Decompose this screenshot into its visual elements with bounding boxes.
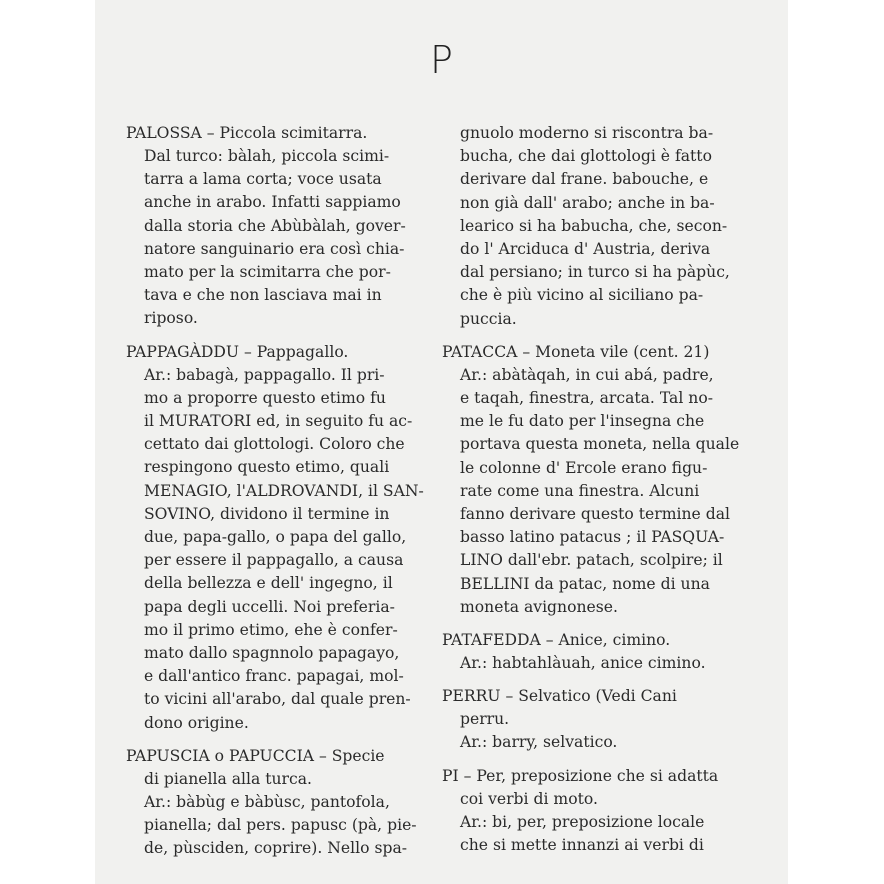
entry-line: BELLINI da patac, nome di una [460, 574, 710, 593]
entry-line: le colonne d' Ercole erano figu- [460, 458, 708, 477]
entry-line: non già dall' arabo; anche in ba- [460, 193, 715, 212]
entry-line: Ar.: bi, per, preposizione locale [460, 812, 705, 831]
left-column [126, 122, 424, 871]
entry-line: SOVINO, dividono il termine in [144, 504, 390, 523]
entry-line: to vicini all'arabo, dal quale pren- [144, 690, 411, 709]
entry-line: fanno derivare questo termine dal [460, 505, 730, 524]
entry-headword: PATAFEDDA – Anice, cimino. [442, 631, 671, 650]
entry-line: basso latino patacus ; il PASQUA- [460, 528, 725, 547]
entry-line: me le fu dato per l'insegna che [460, 412, 705, 431]
entry [442, 629, 736, 675]
entry-line: MENAGIO, l'ALDROVANDI, il SAN- [144, 481, 424, 500]
entry-line: derivare dal frane. babouche, e [460, 170, 709, 189]
entry-line: Ar.: habtahlàuah, anice cimino. [460, 654, 706, 673]
entry-headword: PI – Per, preposizione che si adatta [442, 766, 719, 785]
entry-line: de, pùsciden, coprire). Nello spa- [144, 839, 408, 858]
entry-line: rate come una finestra. Alcuni [460, 481, 700, 500]
entry-line: tarra a lama corta; voce usata [144, 170, 382, 189]
entry-line: LINO dall'ebr. patach, scolpire; il [460, 551, 723, 570]
entry-headword: PATACCA – Moneta vile (cent. 21) [442, 342, 710, 361]
entry [126, 122, 418, 331]
entry-line: papa degli uccelli. Noi preferia- [144, 597, 395, 616]
entry-line: perru. [460, 710, 510, 729]
entry-line: Ar.: bàbùg e bàbùsc, pantofola, [144, 793, 390, 812]
entry-headword: PERRU – Selvatico (Vedi Cani [442, 687, 677, 706]
entry [442, 685, 736, 754]
entry [442, 765, 736, 858]
entry-line: che è più vicino al siciliano pa- [460, 286, 704, 305]
entry-line: bucha, che dai glottologi è fatto [460, 147, 712, 166]
entry-line: della bellezza e dell' ingegno, il [144, 574, 393, 593]
entry-line: che si mette innanzi ai verbi di [460, 836, 704, 855]
entry [126, 745, 418, 861]
entry-line: coi verbi di moto. [460, 789, 598, 808]
entry [442, 341, 740, 619]
entry-line: cettato dai glottologi. Coloro che [144, 435, 405, 454]
entry-line: moneta avignonese. [460, 597, 618, 616]
entry-line: il MURATORI ed, in seguito fu ac- [144, 412, 413, 431]
entry-line: mo a proporre questo etimo fu [144, 388, 386, 407]
entry-line: Ar.: barry, selvatico. [460, 733, 618, 752]
entry-line: natore sanguinario era così chia- [144, 239, 405, 258]
entry-line: riposo. [144, 309, 198, 328]
entry-headword: PAPPAGÀDDU – Pappagallo. [126, 342, 349, 361]
entry-line: dal persiano; in turco si ha pàpùc, [460, 263, 730, 282]
entry-line: per essere il pappagallo, a causa [144, 551, 404, 570]
entry-line: dono origine. [144, 713, 249, 732]
entry-line: di pianella alla turca. [144, 769, 312, 788]
entry-line: pianella; dal pers. papusc (pà, pie- [144, 816, 417, 835]
entry-line: do l' Arciduca d' Austria, deriva [460, 240, 711, 259]
section-letter: P [430, 38, 453, 82]
entry-line: Ar.: babagà, pappagallo. Il pri- [144, 365, 385, 384]
entry-headword: PAPUSCIA o PAPUCCIA – Specie [126, 746, 385, 765]
entry-headword: PALOSSA – Piccola scimitarra. [126, 124, 368, 142]
entry-line: tava e che non lasciava mai in [144, 286, 382, 305]
entry-line: Dal turco: bàlah, piccola scimi- [144, 147, 390, 165]
entry-line: mato dallo spagnnolo papagayo, [144, 644, 400, 663]
entry-line: Ar.: abàtàqah, in cui abá, padre, [460, 365, 714, 384]
entry-line: e taqah, finestra, arcata. Tal no- [460, 389, 713, 408]
entry-line: mato per la scimitarra che por- [144, 263, 391, 282]
entry-line: respingono questo etimo, quali [144, 458, 390, 477]
entry-line: e dall'antico franc. papagai, mol- [144, 667, 404, 686]
entry-line: puccia. [460, 309, 517, 328]
entry-line: anche in arabo. Infatti sappiamo [144, 193, 401, 212]
entry-line: gnuolo moderno si riscontra ba- [460, 124, 714, 142]
entry-line: dalla storia che Abùbàlah, gover- [144, 216, 406, 235]
right-column [442, 122, 740, 867]
entry-line: portava questa moneta, nella quale [460, 435, 740, 454]
entry-continuation [442, 122, 736, 331]
entry [126, 341, 424, 735]
dictionary-page [95, 0, 788, 884]
entry-line: due, papa-gallo, o papa del gallo, [144, 528, 407, 547]
entry-line: mo il primo etimo, ehe è confer- [144, 620, 398, 639]
entry-line: learico si ha babucha, che, secon- [460, 216, 728, 235]
